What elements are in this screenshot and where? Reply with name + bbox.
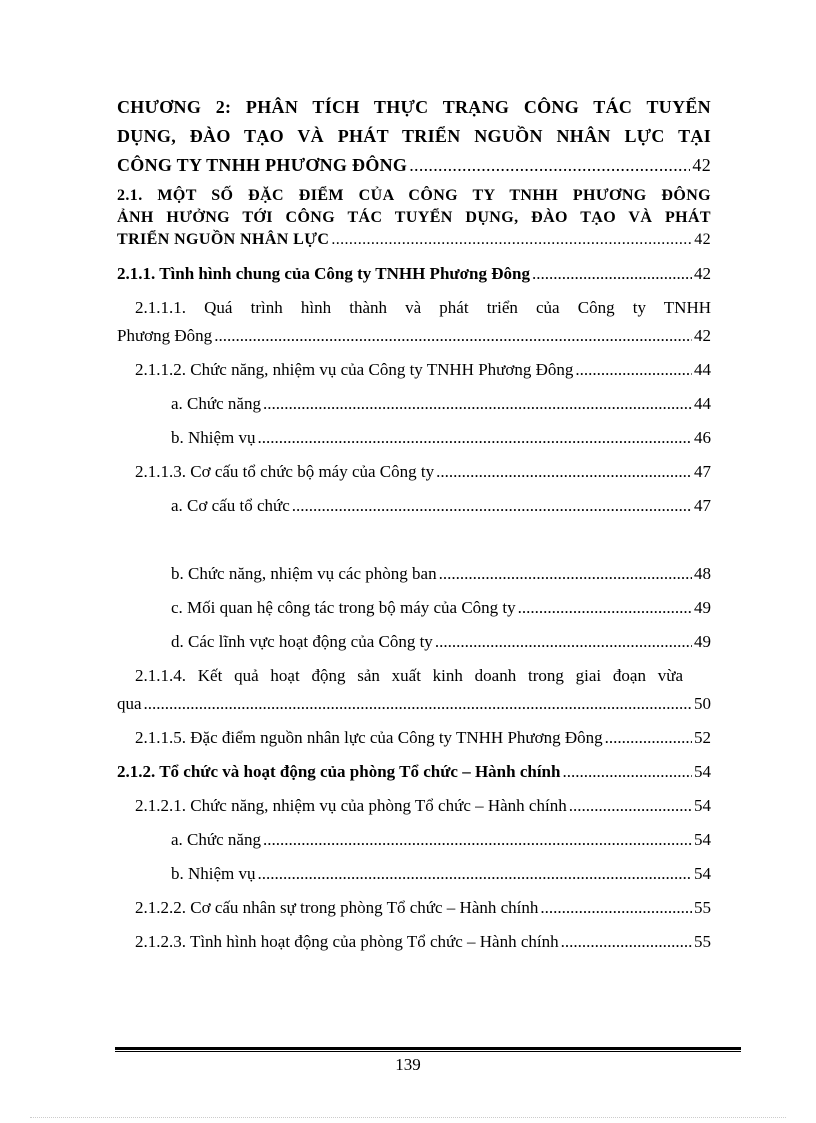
leader-dots: [436, 461, 692, 483]
chapter-line-1: CHƯƠNG 2: PHÂN TÍCH THỰC TRẠNG CÔNG TÁC TUYỂN: [117, 97, 711, 117]
toc-entry-2-1-2-3[interactable]: [117, 931, 711, 953]
entry-title: b. Nhiệm vụ: [171, 864, 256, 883]
chapter-line-3: CÔNG TY TNHH PHƯƠNG ĐÔNG: [117, 155, 408, 175]
page-ref: 54: [694, 864, 711, 883]
leader-dots: [214, 325, 692, 347]
leader-dots: [562, 761, 692, 783]
entry-title-line-2: qua: [117, 694, 142, 713]
page-ref: 52: [694, 728, 711, 747]
leader-dots: [409, 151, 690, 180]
toc-entry-2-1-1[interactable]: [117, 263, 711, 285]
entry-title-line-1: 2.1.1.1. Quá trình hình thành và phát triển của Công ty TNHH: [135, 298, 711, 317]
page-ref: 46: [694, 428, 711, 447]
page-ref: 54: [694, 762, 711, 781]
toc-entry-b-chuc-nang-phong-ban[interactable]: [117, 563, 711, 585]
page-ref: 49: [694, 598, 711, 617]
toc-entry-2-1-2[interactable]: [117, 761, 711, 783]
page-ref: 54: [694, 830, 711, 849]
leader-dots: [258, 427, 692, 449]
toc-entry-2-1-2-2[interactable]: [117, 897, 711, 919]
toc-entry-b-nhiem-vu-2[interactable]: [117, 863, 711, 885]
toc-entry-2-1-1-1[interactable]: [117, 297, 711, 347]
page-ref: 44: [694, 360, 711, 379]
leader-dots: [263, 393, 692, 415]
page-ref: 42: [694, 264, 711, 283]
page-number: 139: [395, 1055, 421, 1074]
entry-title: a. Chức năng: [171, 394, 261, 413]
page-ref: 42: [694, 231, 711, 248]
toc-entry-c-moi-quan-he[interactable]: [117, 597, 711, 619]
toc-entry-a-co-cau[interactable]: [117, 495, 711, 517]
leader-dots: [144, 693, 692, 715]
leader-dots: [540, 897, 692, 919]
leader-dots: [569, 795, 692, 817]
entry-title: 2.1.2.2. Cơ cấu nhân sự trong phòng Tổ chức – Hành chính: [135, 898, 539, 917]
leader-dots: [561, 931, 692, 953]
entry-title: a. Chức năng: [171, 830, 261, 849]
entry-title: 2.1.2.1. Chức năng, nhiệm vụ của phòng Tổ chức – Hành chính: [135, 796, 567, 815]
page-ref: 42: [694, 326, 711, 345]
page-ref: 49: [694, 632, 711, 651]
section-line-3: TRIỂN NGUỒN NHÂN LỰC: [117, 231, 330, 248]
leader-dots: [518, 597, 692, 619]
toc-entry-a-chuc-nang-2[interactable]: [117, 829, 711, 851]
leader-dots: [532, 263, 692, 285]
leader-dots: [439, 563, 692, 585]
entry-title: 2.1.2. Tổ chức và hoạt động của phòng Tổ chức – Hành chính: [117, 762, 561, 781]
entry-title: c. Mối quan hệ công tác trong bộ máy của Công ty: [171, 598, 516, 617]
toc-section-2-1[interactable]: [117, 185, 711, 251]
page-ref: 42: [692, 155, 711, 175]
section-line-2: ẢNH HƯỞNG TỚI CÔNG TÁC TUYỂN DỤNG, ĐÀO TẠO VÀ PHÁT: [117, 209, 711, 226]
page-ref: 47: [694, 462, 711, 481]
leader-dots: [435, 631, 692, 653]
entry-title-line-2: Phương Đông: [117, 326, 213, 345]
entry-title: b. Nhiệm vụ: [171, 428, 256, 447]
toc-entry-2-1-1-5[interactable]: [117, 727, 711, 749]
entry-title: 2.1.1. Tình hình chung của Công ty TNHH Phương Đông: [117, 264, 530, 283]
leader-dots: [575, 359, 692, 381]
entry-title: 2.1.1.5. Đặc điểm nguồn nhân lực của Công ty TNHH Phương Đông: [135, 728, 603, 747]
entry-title: 2.1.1.3. Cơ cấu tổ chức bộ máy của Công ty: [135, 462, 435, 481]
entry-title: 2.1.2.3. Tình hình hoạt động của phòng Tổ chức – Hành chính: [135, 932, 559, 951]
entry-title: d. Các lĩnh vực hoạt động của Công ty: [171, 632, 433, 651]
toc-entry-2-1-1-3[interactable]: [117, 461, 711, 483]
entry-title: a. Cơ cấu tổ chức: [171, 496, 290, 515]
page-ref: 44: [694, 394, 711, 413]
toc-entry-2-1-1-4[interactable]: [117, 665, 711, 715]
page-ref: 50: [694, 694, 711, 713]
page-bottom-border: [30, 1117, 786, 1118]
footer-rule-thick: [115, 1047, 741, 1050]
table-of-contents: [117, 93, 711, 953]
toc-entry-d-linh-vuc[interactable]: [117, 631, 711, 653]
leader-dots: [263, 829, 692, 851]
leader-dots: [292, 495, 692, 517]
page-ref: 54: [694, 796, 711, 815]
page-ref: 55: [694, 898, 711, 917]
section-line-1: 2.1. MỘT SỐ ĐẶC ĐIỂM CỦA CÔNG TY TNHH PHƯƠNG ĐÔNG: [117, 187, 711, 204]
entry-title-line-1: 2.1.1.4. Kết quả hoạt động sản xuất kinh doanh trong giai đoạn vừa: [135, 666, 683, 685]
leader-dots: [331, 229, 692, 251]
toc-entry-a-chuc-nang[interactable]: [117, 393, 711, 415]
toc-chapter-2[interactable]: [117, 93, 711, 180]
chapter-line-2: DỤNG, ĐÀO TẠO VÀ PHÁT TRIỂN NGUỒN NHÂN LỰC TẠI: [117, 126, 711, 146]
toc-entry-2-1-2-1[interactable]: [117, 795, 711, 817]
toc-entry-b-nhiem-vu[interactable]: [117, 427, 711, 449]
entry-title: b. Chức năng, nhiệm vụ các phòng ban: [171, 564, 437, 583]
leader-dots: [258, 863, 692, 885]
page-ref: 48: [694, 564, 711, 583]
leader-dots: [605, 727, 692, 749]
page-ref: 55: [694, 932, 711, 951]
page-ref: 47: [694, 496, 711, 515]
footer-rule-thin: [115, 1051, 741, 1052]
toc-entry-2-1-1-2[interactable]: [117, 359, 711, 381]
entry-title: 2.1.1.2. Chức năng, nhiệm vụ của Công ty TNHH Phương Đông: [135, 360, 574, 379]
